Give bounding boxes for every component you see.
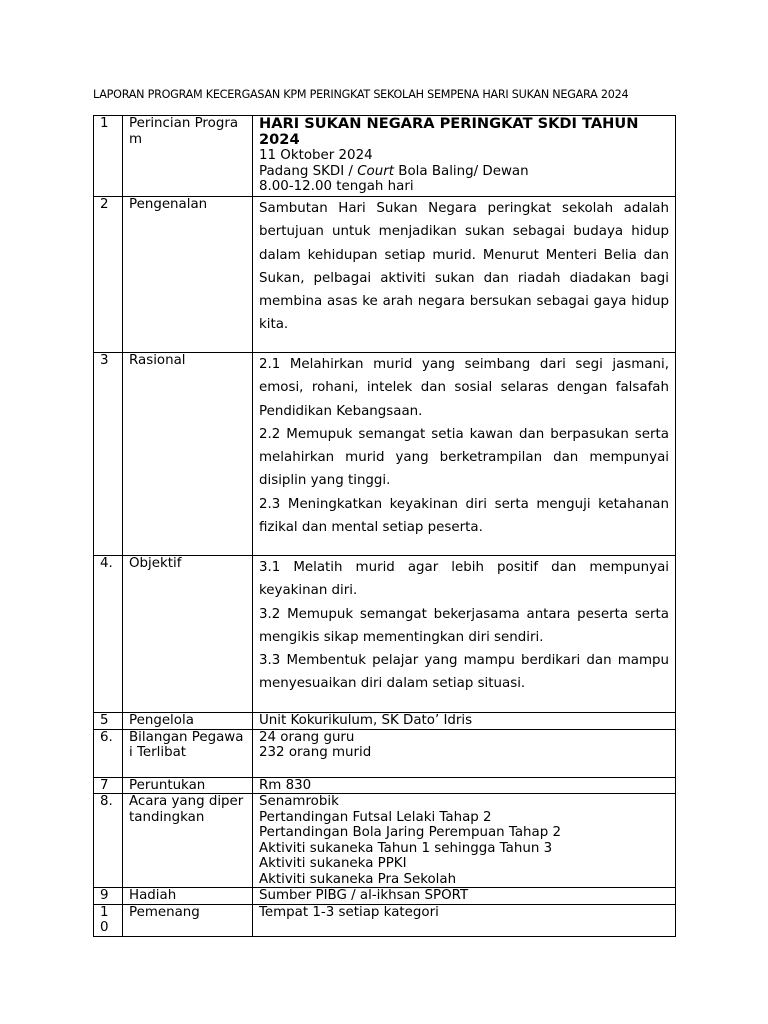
program-date: 11 Oktober 2024 — [259, 148, 373, 163]
table-row — [94, 353, 676, 556]
program-title: HARI SUKAN NEGARA PERINGKAT SKDI TAHUN 2024 — [259, 115, 639, 148]
row-content — [253, 888, 676, 905]
content-line: Rm 830 — [259, 777, 312, 793]
row-content — [253, 904, 676, 936]
report-title: LAPORAN PROGRAM KECERGASAN KPM PERINGKAT SEKOLAH SEMPENA HARI SUKAN NEGARA 2024 — [93, 88, 629, 101]
paragraph: 3.3 Membentuk pelajar yang mampu berdikari dan mampu menyesuaikan diri dalam setiap situasi. — [259, 653, 669, 692]
content-line: 232 orang murid — [259, 745, 372, 760]
content-line: Tempat 1-3 setiap kategori — [259, 904, 439, 920]
row-number: 5 — [94, 713, 123, 730]
row-content — [253, 794, 676, 888]
program-table — [93, 115, 676, 937]
row-content — [253, 556, 676, 713]
program-time: 8.00-12.00 tengah hari — [259, 179, 414, 194]
row-number: 2 — [94, 197, 123, 353]
content-line: Pertandingan Bola Jaring Perempuan Tahap 2 — [259, 825, 562, 840]
paragraph: 2.2 Memupuk semangat setia kawan dan berpasukan serta melahirkan murid yang berketrampilan dan mempunyai disiplin yang tinggi. — [259, 426, 669, 489]
row-content — [253, 116, 676, 197]
content-line: Aktiviti sukaneka PPKI — [259, 856, 407, 871]
paragraph: 2.1 Melahirkan murid yang seimbang dari segi jasmani, emosi, rohani, intelek dan sosial selaras dengan falsafah Pendidikan Kebangsaan. — [259, 357, 669, 419]
content-line: Unit Kokurikulum, SK Dato’ Idris — [259, 713, 473, 728]
row-number: 8. — [94, 794, 123, 888]
row-label: Bilangan Pegawai Terlibat — [123, 729, 253, 777]
row-number: 9 — [94, 888, 123, 905]
row-number: 10 — [94, 904, 123, 936]
row-number: 6. — [94, 729, 123, 777]
row-content — [253, 777, 676, 794]
content-line: Senamrobik — [259, 794, 339, 809]
paragraph: 3.2 Memupuk semangat bekerjasama antara peserta serta mengikis sikap mementingkan diri sendiri. — [259, 606, 669, 645]
row-label: Pemenang — [123, 904, 253, 936]
row-content — [253, 713, 676, 730]
table-row — [94, 556, 676, 713]
row-label: Objektif — [123, 556, 253, 713]
table-row — [94, 729, 676, 777]
table-row — [94, 777, 676, 794]
row-content — [253, 197, 676, 353]
table-row — [94, 197, 676, 353]
table-row — [94, 794, 676, 888]
row-content — [253, 729, 676, 777]
paragraph: 3.1 Melatih murid agar lebih positif dan mempunyai keyakinan diri. — [259, 560, 669, 599]
row-label: Hadiah — [123, 888, 253, 905]
row-label: Peruntukan — [123, 777, 253, 794]
paragraph: Sambutan Hari Sukan Negara peringkat sekolah adalah bertujuan untuk menjadikan sukan sebagai budaya hidup dalam kehidupan setiap murid. Menurut Menteri Belia dan Sukan, pelbagai aktiviti sukan dan riadah diadakan bagi membina asas ke arah negara bersukan sebagai gaya hidup kita. — [259, 201, 669, 333]
content-line: 24 orang guru — [259, 729, 355, 745]
row-label: Rasional — [123, 353, 253, 556]
row-label: Perincian Program — [123, 116, 253, 197]
content-line: Sumber PIBG / al-ikhsan SPORT — [259, 888, 469, 903]
row-number: 4. — [94, 556, 123, 713]
row-label: Acara yang dipertandingkan — [123, 794, 253, 888]
content-line: Aktiviti sukaneka Pra Sekolah — [259, 871, 457, 887]
content-line: Aktiviti sukaneka Tahun 1 sehingga Tahun 3 — [259, 840, 553, 856]
content-line: Pertandingan Futsal Lelaki Tahap 2 — [259, 809, 492, 825]
row-number: 7 — [94, 777, 123, 794]
paragraph: 2.3 Meningkatkan keyakinan diri serta menguji ketahanan fizikal dan mental setiap peserta. — [259, 496, 669, 536]
table-row — [94, 116, 676, 197]
table-row — [94, 904, 676, 936]
row-label: Pengelola — [123, 713, 253, 730]
table-row — [94, 713, 676, 730]
table-row — [94, 888, 676, 905]
row-number: 3 — [94, 353, 123, 556]
row-number: 1 — [94, 116, 123, 197]
row-content — [253, 353, 676, 556]
row-label: Pengenalan — [123, 197, 253, 353]
program-venue: Padang SKDI / Court Bola Baling/ Dewan — [259, 163, 529, 179]
